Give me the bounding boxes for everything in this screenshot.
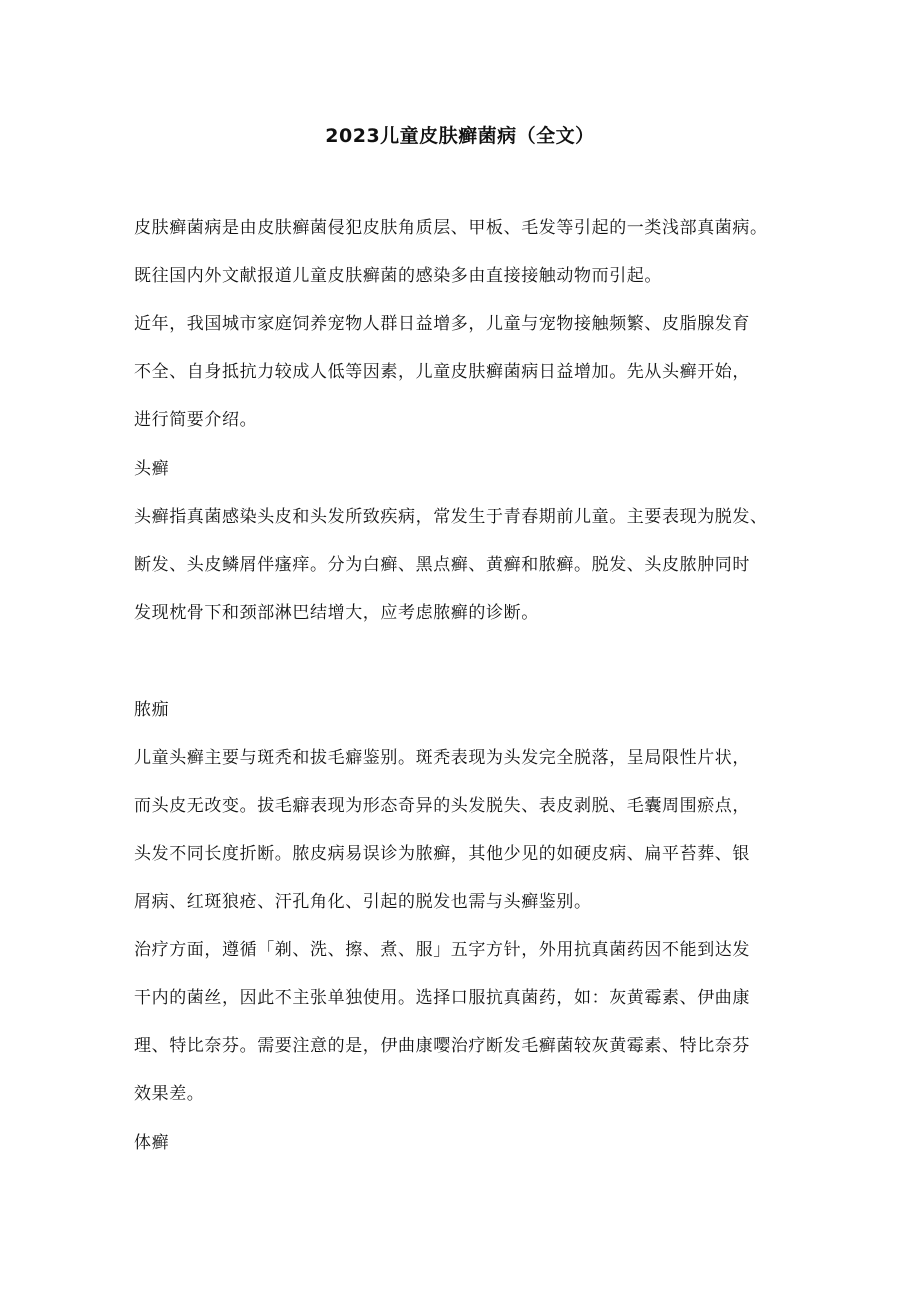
section-heading-kerion: 脓痂 xyxy=(134,700,170,720)
paragraph-line: 不全、自身抵抗力较成人低等因素，儿童皮肤癣菌病日益增加。先从头癣开始， xyxy=(134,362,750,382)
document-title: 2023儿童皮肤癣菌病（全文） xyxy=(325,125,595,147)
paragraph-line: 进行简要介绍。 xyxy=(134,410,258,430)
paragraph-line: 头癣指真菌感染头皮和头发所致疾病，常发生于青春期前儿童。主要表现为脱发、 xyxy=(134,507,768,527)
paragraph-line: 干内的菌丝，因此不主张单独使用。选择口服抗真菌药，如：灰黄霉素、伊曲康 xyxy=(134,988,750,1008)
paragraph-line: 儿童头癣主要与斑秃和拔毛癖鉴别。斑秃表现为头发完全脱落，呈局限性片状， xyxy=(134,748,750,768)
paragraph-line: 头发不同长度折断。脓皮病易误诊为脓癣，其他少见的如硬皮病、扁平苔葬、银 xyxy=(134,844,750,864)
paragraph-line: 发现枕骨下和颈部淋巴结增大，应考虑脓癣的诊断。 xyxy=(134,603,539,623)
paragraph-line: 而头皮无改变。拔毛癖表现为形态奇异的头发脱失、表皮剥脱、毛囊周围瘀点， xyxy=(134,796,750,816)
paragraph-line: 皮肤癣菌病是由皮肤癣菌侵犯皮肤角质层、甲板、毛发等引起的一类浅部真菌病。 xyxy=(134,218,768,238)
section-heading-tinea-corporis: 体癣 xyxy=(134,1133,170,1153)
paragraph-line: 屑病、红斑狼疮、汗孔角化、引起的脱发也需与头癣鉴别。 xyxy=(134,892,592,912)
paragraph-line: 既往国内外文献报道儿童皮肤癣菌的感染多由直接接触动物而引起。 xyxy=(134,266,662,286)
paragraph-line: 效果差。 xyxy=(134,1084,205,1104)
paragraph-line: 近年，我国城市家庭饲养宠物人群日益增多，儿童与宠物接触频繁、皮脂腺发育 xyxy=(134,314,750,334)
paragraph-line: 治疗方面，遵循「剃、洗、擦、煮、服」五字方针，外用抗真菌药因不能到达发 xyxy=(134,940,750,960)
paragraph-line: 理、特比奈芬。需要注意的是，伊曲康嘤治疗断发毛癣菌较灰黄霉素、特比奈芬 xyxy=(134,1036,750,1056)
paragraph-line: 断发、头皮鳞屑伴瘙痒。分为白癣、黑点癣、黄癣和脓癣。脱发、头皮脓肿同时 xyxy=(134,555,750,575)
section-heading-tinea-capitis: 头癣 xyxy=(134,459,170,479)
